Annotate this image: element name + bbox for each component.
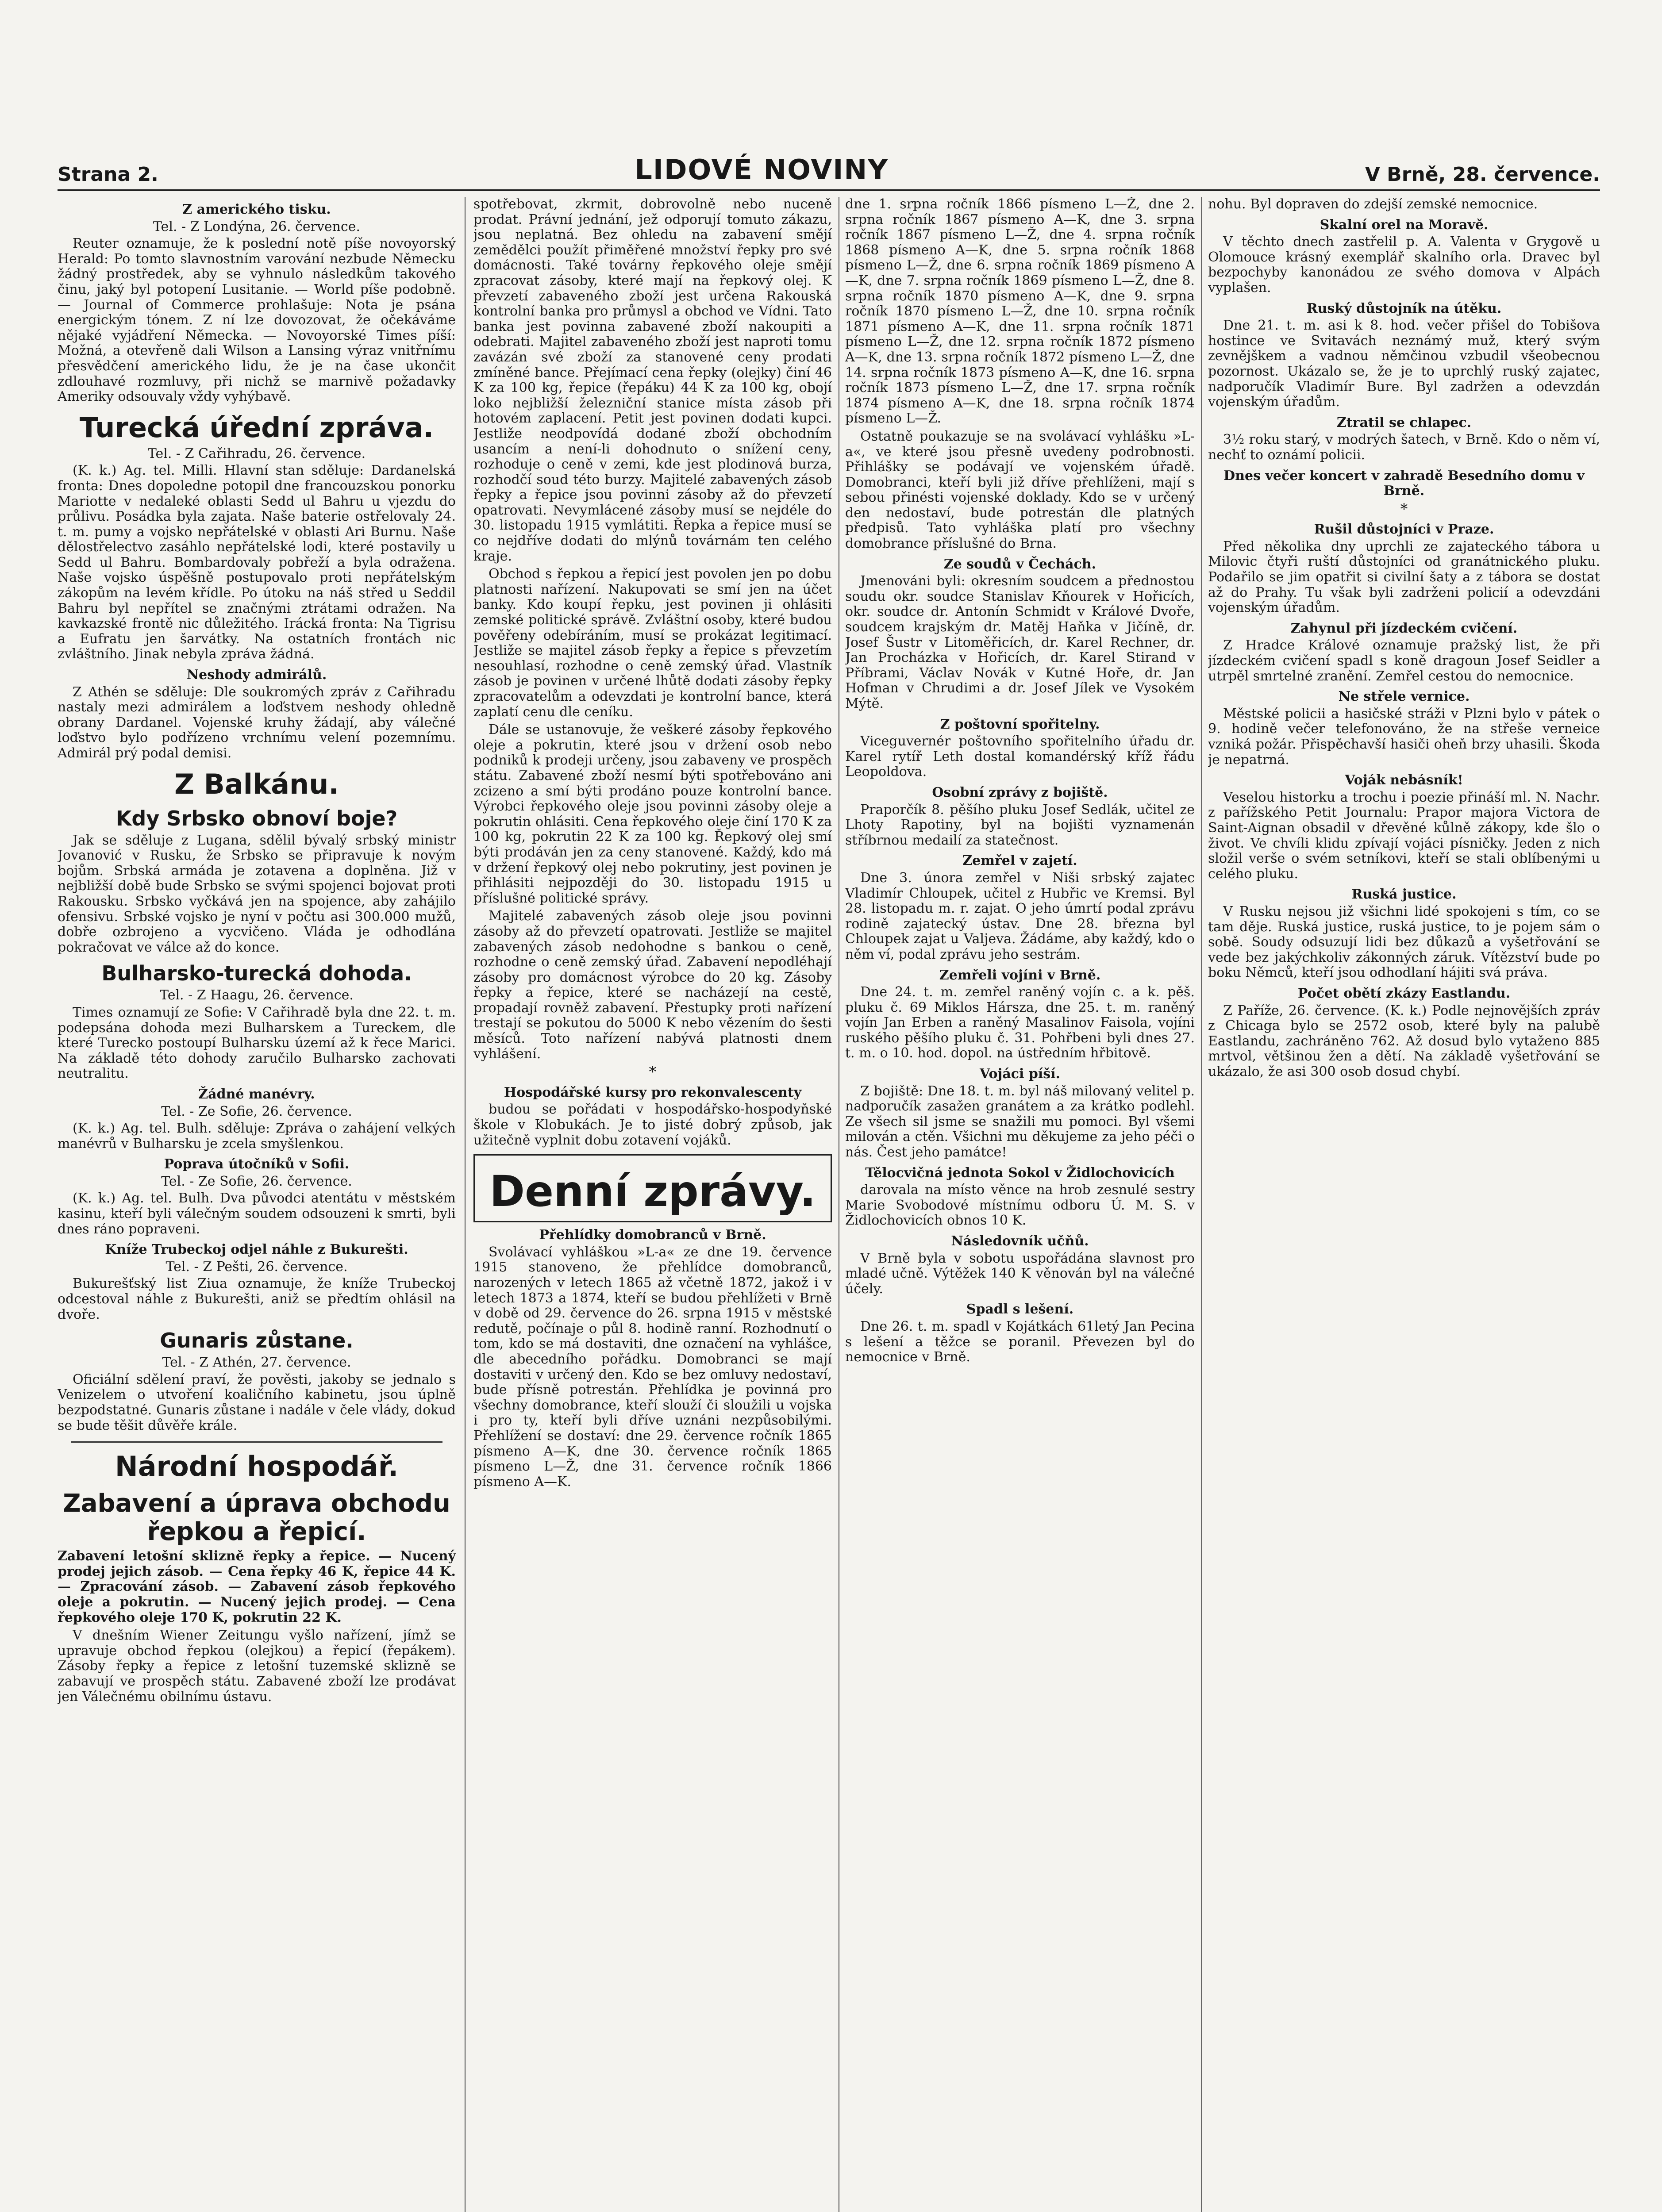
article-headline: Voják nebásník! [1345, 772, 1463, 788]
article-headline: Ztratil se chlapec. [1336, 415, 1472, 430]
article-text: nohu. Byl dopraven do zdejší zemské nemocnice. [1208, 197, 1538, 212]
article-headline: Kdy Srbsko obnoví boje? [115, 806, 398, 830]
article-text: spotřebovat, zkrmit, dobrovolně nebo nuceně prodat. Právní jednání, jež odporují tomuto zákazu, jsou neplatná. Bez ohledu na zabavení smějí zemědělci použít přiměřené množství řepky pro své domácnosti. Také továrny řepkového oleje smějí zpracovat zásoby, které mají na řepkový olej. K převzetí zabaveného zboží jest určena Rakouská kontrolní banka pro průmysl a obchod ve Vídni. Tato banka jest povinna zabavené zboží nakoupiti a odebrati. Majitel zabaveného zboží jest naproti tomu zavázán své zboží za stanovené ceny prodati zmíněné bance. Přejímací cena řepky (olejky) činí 46 K za 100 kg, řepice (řepáku) 44 K za 100 kg, obojí loko nejbližší železniční stanice místa zásob při hotovém zaplacení. Petit jest povinen dodati kupci. Jestliže neodpovídá dodané zboží obchodním usancím a není-li dohodnuto o snížení ceny, rozhoduje o ceně v zemi, kde jest plodinová burza, rozhodčí soud této burzy. Majitelé zabavených zásob řepky a řepice jsou povinni zásoby až do převzetí opatrovati. Nevymlácené zásoby musí se nejdéle do 30. listopadu 1915 vymlátiti. Řepka a řepice musí se co nejdříve dodati do mlýnů továrnám ten celého kraje. [473, 197, 832, 564]
article-text: Obchod s řepkou a řepicí jest povolen jen po dobu platnosti nařízení. Nakupovati se smí jen na účet banky. Kdo koupí řepku, jest povinen ji ohlásiti zemské politické správě. Zvláštní osoby, které budou pověřeny odebíráním, musí se prokázat legitimací. Jestliže se majitel zásob řepky a řepice s převzetím nesouhlasí, rozhodne o ceně zemský úřad. Vlastník zásob je povinen v určené lhůtě dodati zásoby řepky zpracovatelům a odevzdati je kontrolní bance, která zaplatí cenu dle ceníku. [473, 566, 832, 720]
column-4 [1208, 197, 1600, 2212]
article-headline: Osobní zprávy z bojiště. [932, 784, 1108, 800]
article-headline: Gunaris zůstane. [160, 1329, 354, 1353]
page-number: Strana 2. [58, 163, 158, 186]
article-headline: Z amerického tisku. [182, 202, 331, 217]
article-headline: Zemřeli vojíni v Brně. [939, 967, 1101, 983]
article-text: (K. k.) Ag. tel. Bulh. Dva původci atentátu v městském kasinu, kteří byli válečným soudem odsouzeni k smrti, byli dnes ráno popraveni. [58, 1190, 456, 1237]
article-text: Z Paříže, 26. července. (K. k.) Podle nejnovějších zpráv z Chicaga bylo se 2572 osob, které byly na palubě Eastlandu, zachráněno 762. Až dosud bylo vytaženo 885 mrtvol, většinou žen a dětí. Na základě vyšetřování se ukázalo, že asi 300 osob dosud chybí. [1208, 1002, 1600, 1079]
section-banner [473, 1154, 832, 1222]
article-dateline: Tel. - Z Cařihradu, 26. července. [147, 445, 366, 461]
article-headline: Zemřel v zajetí. [962, 853, 1077, 869]
section-headline: Z Balkánu. [174, 768, 339, 800]
article-text: (K. k.) Ag. tel. Bulh. sděluje: Zpráva o zahájení velkých manévrů v Bulharsku je zcela smyšlenkou. [58, 1121, 456, 1152]
article-text: V těchto dnech zastřelil p. A. Valenta v Grygově u Olomouce krásný exemplář skalního orla. Dravec byl bezpochyby kanonádou ze svého domova v Alpách vyplašen. [1208, 234, 1600, 296]
article-headline: Zabavení a úprava obchodu řepkou a řepicí. [63, 1489, 450, 1547]
article-headline: Vojáci píší. [979, 1066, 1061, 1082]
article-text: (K. k.) Ag. tel. Milli. Hlavní stan sděluje: Dardanelská fronta: Dnes dopoledne potopil dne francouzskou ponorku Mariotte v nedaleké oblasti Sedd ul Bahru u vjezdu do průlivu. Posádka byla zajata. Naše baterie ostřelovaly 24. t. m. pumy a vojsko nepřátelské v oblasti Ari Burnu. Naše dělostřelectvo zasáhlo nepřátelské lodi, které postavily u Sedd ul Bahru. Bombardovaly pobřeží a byla odražena. Naše vojsko úspěšně postupovalo proti nepřátelským zákopům na levém křídle. Po útoku na náš střed u Seddil Bahru byl nepřítel se značnými ztrátami odražen. Na kavkazské frontě nic důležitého. Irácká fronta: Na Tigrisu a Eufratu jen šarvátky. Na ostatních frontách nic zvláštního. Jinak nebyla zpráva žádná. [58, 463, 456, 662]
article-dateline: Tel. - Z Pešti, 26. července. [165, 1259, 348, 1275]
article-text: Times oznamují ze Sofie: V Cařihradě byla dne 22. t. m. podepsána dohoda mezi Bulharskem a Tureckem, dle které Turecko postoupí Bulharsku území až k řece Marici. Na základě této dohody zaručilo Bulharsko zachovati neutralitu. [58, 1004, 456, 1082]
article-text: Viceguvernér poštovního spořitelního úřadu dr. Karel rytíř Leth dostal komandérský kříž řádu Leopoldova. [845, 733, 1195, 780]
article-headline: Ze soudů v Čechách. [943, 556, 1096, 572]
column-1 [58, 197, 456, 2212]
article-text: V Brně byla v sobotu uspořádána slavnost pro mladé učně. Výtěžek 140 K věnován byl na válečné účely. [845, 1250, 1195, 1297]
article-text: Dne 26. t. m. spadl v Kojátkách 61letý Jan Pecina s lešení a těžce se poranil. Převezen byl do nemocnice v Brně. [845, 1318, 1195, 1365]
article-headline: Spadl s lešení. [966, 1302, 1074, 1317]
separator-star: * [1400, 500, 1408, 518]
section-headline: Národní hospodář. [115, 1450, 399, 1483]
article-text: Praporčík 8. pěšího pluku Josef Sedlák, učitel ze Lhoty Rapotiny, byl na bojišti vyznamenán stříbrnou medailí za statečnost. [845, 802, 1195, 848]
column-divider [465, 197, 466, 2212]
article-headline: Tělocvičná jednota Sokol v Židlochovicích [865, 1165, 1175, 1181]
article-text: darovala na místo věnce na hrob zesnulé sestry Marie Svobodové místnímu odboru Ú. M. S. v Židlochovicích obnos 10 K. [845, 1182, 1195, 1229]
section-headline: Turecká úřední zpráva. [79, 411, 434, 444]
article-headline: Ne střele vernice. [1338, 689, 1470, 705]
article-headline: Hospodářské kursy pro rekonvalescenty [504, 1084, 802, 1100]
article-headline: Kníže Trubeckoj odjel náhle z Bukurešti. [105, 1242, 408, 1258]
article-text: Ostatně poukazuje se na svolávací vyhlášku »L-a«, ve které jsou přesně uvedeny podrobnosti. Přihlášky se podávají ve vojenském úřadě. Domobranci, kteří byli již dříve přehlíženi, mají s sebou přinésti vojenské doklady. Kdo se v určený den nedostaví, bude potrestán dle platných předpisů. Tato vyhláška platí pro všechny domobrance příslušné do Brna. [845, 428, 1195, 552]
issue-date: V Brně, 28. července. [1365, 163, 1600, 186]
article-dateline: Tel. - Z Haagu, 26. července. [160, 987, 354, 1003]
article-headline: Poprava útočníků v Sofii. [164, 1156, 350, 1172]
article-text: Majitelé zabavených zásob oleje jsou povinni zásoby až do převzetí opatrovati. Jestliže se majitel zabavených zásob nedohodne s bankou o ceně, rozhodne o ceně zemský úřad. Zabavení nepodléhají zásoby pro domácnost výrobce do 20 kg. Zásoby řepky a řepice, které se nacházejí na cestě, propadají rovněž zabavení. Přestupky proti nařízení trestají se pokutou do 5000 K nebo vězením do šesti měsíců. Toto nařízení nabývá platnosti dnem vyhlášení. [473, 908, 832, 1062]
article-dateline: Tel. - Ze Sofie, 26. července. [161, 1173, 352, 1189]
column-3 [845, 197, 1195, 2212]
article-text: Z Athén se sděluje: Dle soukromých zpráv z Cařihradu nastaly mezi admirálem a loďstvem neshody ohledně obrany Dardanel. Vojenské kruhy žádají, aby válečné loďstvo bylo podřízeno vrchnímu velení pozemnímu. Admirál prý podal demisi. [58, 684, 456, 761]
article-headline: Neshody admirálů. [186, 667, 327, 683]
article-text: V dnešním Wiener Zeitungu vyšlo nařízení, jímž se upravuje obchod řepkou (olejkou) a řepicí (řepákem). Zásoby řepky a řepice z letošní tuzemské sklizně se zabavují ve prospěch státu. Zabavené zboží lze prodávat jen Válečnému obilnímu ústavu. [58, 1628, 456, 1705]
article-headline: Počet obětí zkázy Eastlandu. [1297, 985, 1511, 1001]
article-headline: Dnes večer koncert v zahradě Besedního domu v Brně. [1223, 468, 1585, 499]
article-text: Před několika dny uprchli ze zajateckého tábora u Milovic čtyři ruští důstojníci od granátnického pluku. Podařilo se jim opatřit si civilní šaty a z tábora se dostat až do Prahy. Tu však byli zadrženi policií a odevzdáni vojenským úřadům. [1208, 538, 1600, 616]
article-headline: Skalní orel na Moravě. [1320, 217, 1489, 233]
article-headline: Ruská justice. [1351, 887, 1457, 902]
page-header [58, 155, 1600, 186]
article-text: Z Hradce Králové oznamuje pražský list, že při jízdeckém cvičení spadl s koně dragoun Josef Seidler a utrpěl smrtelné zranění. Zemřel cestou do nemocnice. [1208, 637, 1600, 684]
article-dateline: Tel. - Ze Sofie, 26. července. [161, 1103, 352, 1119]
article-text: V Rusku nejsou již všichni lidé spokojeni s tím, co se tam děje. Ruská justice, ruská justice, to je pojem sám o sobě. Soudy odsuzují lidi bez důkazů a vyšetřování se vede bez jakýchkoliv zákonných záruk. Vítězství bude po boku Němců, kteří jsou odhodlaní hájiti svá práva. [1208, 903, 1600, 981]
article-headline: Následovník učňů. [951, 1233, 1089, 1249]
article-headline: Rušil důstojníci v Praze. [1314, 522, 1494, 538]
article-headline: Ruský důstojník na útěku. [1306, 300, 1502, 316]
article-text: 3½ roku starý, v modrých šatech, v Brně. Kdo o něm ví, nechť to oznámí policii. [1208, 432, 1600, 463]
article-headline: Zahynul při jízdeckém cvičení. [1290, 620, 1518, 636]
masthead-title: LIDOVÉ NOVINY [635, 154, 889, 186]
article-text: Dne 3. února zemřel v Niši srbský zajatec Vladimír Chloupek, učitel z Hubřic ve Kremsi. Byl 28. listopadu m. r. zajat. O jeho úmrtí podal zprávu rodině zajatecký ústav. Dne 28. března byl Chloupek zajat u Valjeva. Žádáme, aby každý, kdo o něm ví, podal zprávu jeho sestrám. [845, 870, 1195, 962]
article-text: Dne 24. t. m. zemřel raněný vojín c. a k. pěš. pluku č. 69 Miklos Hársza, dne 25. t. m. raněný vojín Jan Erben a raněný Masalinov Faisola, vojíni ruského pěšího pluku č. 31. Pohřbeni byli dnes 27. t. m. o 10. hod. dopol. na ústředním hřbitově. [845, 984, 1195, 1061]
header-rule [58, 189, 1600, 191]
separator-star: * [649, 1063, 657, 1081]
article-dateline: Tel. - Z Athén, 27. července. [162, 1355, 351, 1371]
article-headline: Přehlídky domobranců v Brně. [539, 1227, 766, 1243]
article-text: Dále se ustanovuje, že veškeré zásoby řepkového oleje a pokrutin, které jsou v držení osob nebo podniků k prodeji určeny, jsou zabaveny ve prospěch státu. Zabavené zboží nesmí býti spotřebováno ani zcizeno a smí býti prodáno pouze kontrolní bance. Výrobci řepkového oleje jsou povinni zásoby oleje a pokrutin ohlásiti. Cena řepkového oleje činí 170 K za 100 kg, pokrutin 22 K za 100 kg. Řepkový olej smí býti prodáván jen za ceny stanovené. Každý, kdo má v držení řepkový olej nebo pokrutiny, jest povinen je přihlásiti nejpozději do 30. listopadu 1915 u příslušné politické správy. [473, 722, 832, 906]
article-text: budou se pořádati v hospodářsko-hospodyňské škole v Klobukách. Je to jisté dobrý způsob, jak užitečně vyplnit dobu zotavení vojáků. [473, 1102, 832, 1148]
article-text: Svolávací vyhláškou »L-a« ze dne 19. července 1915 stanoveno, že přehlídce domobranců, narozených v letech 1865 až včetně 1872, jakož i v letech 1873 a 1874, kteří se budou přehlížeti v Brně v době od 29. července do 26. srpna 1915 v městské redutě, počínaje o půl 8. hodině ranní. Rozhodnutí o tom, kdo se má dostaviti, dne označení na vyhlášce, dle abecedního pořádku. Domobranci se mají dostaviti v určený den. Kdo se bez omluvy nedostaví, bude přísně potrestán. Přehlídka je povinná pro všechny domobrance, kteří slouží či sloužili u vojska i pro ty, kteří byli dříve uznáni nezpůsobilými. Přehlížení se dostaví: dne 29. července ročník 1865 písmeno A—K, dne 30. července ročník 1865 písmeno L—Ž, dne 31. července ročník 1866 písmeno A—K. [473, 1244, 832, 1490]
article-text: Dne 21. t. m. asi k 8. hod. večer přišel do Tobišova hostince ve Svitavách neznámý muž, který svým zevnějškem a vadnou němčinou vzbudil všeobecnou pozornost. Ukázalo se, že je to uprchlý ruský zajatec, nadporučík Vladimír Bure. Byl zadržen a odevzdán vojenským úřadům. [1208, 318, 1600, 410]
article-headline: Z poštovní spořitelny. [940, 716, 1100, 732]
section-rule [71, 1441, 442, 1443]
column-divider [1201, 197, 1202, 2212]
article-text: Jak se sděluje z Lugana, sdělil bývalý srbský ministr Jovanović v Rusku, že Srbsko se připravuje k novým bojům. Srbská armáda je zotavena a doplněna. Již v nejbližší době bude Srbsko se svými spojenci bojovat proti Rakousku. Srbsko vyčkává jen na spojence, aby zahájilo ofensivu. Srbské vojsko je nyní v počtu asi 300.000 mužů, dobře ozbrojeno a vycvičeno. Vláda je odhodlána pokračovat ve válce až do konce. [58, 832, 456, 955]
article-text: Bukurešťský list Ziua oznamuje, že kníže Trubeckoj odcestoval náhle z Bukurešti, aniž se předtím ohlásil na dvoře. [58, 1276, 456, 1322]
article-text: dne 1. srpna ročník 1866 písmeno L—Ž, dne 2. srpna ročník 1867 písmeno A—K, dne 3. srpna ročník 1867 písmeno L—Ž, dne 4. srpna ročník 1868 písmeno A—K, dne 5. srpna ročník 1868 písmeno L—Ž, dne 6. srpna ročník 1869 písmeno A—K, dne 7. srpna ročník 1869 písmeno L—Ž, dne 8. srpna ročník 1870 písmeno A—K, dne 9. srpna ročník 1870 písmeno L—Ž, dne 10. srpna ročník 1871 písmeno A—K, dne 11. srpna ročník 1871 písmeno L—Ž, dne 12. srpna ročník 1872 písmeno A—K, dne 13. srpna ročník 1872 písmeno L—Ž, dne 14. srpna ročník 1873 písmeno A—K, dne 16. srpna ročník 1873 písmeno L—Ž, dne 17. srpna ročník 1874 písmeno A—K, dne 18. srpna ročník 1874 písmeno L—Ž. [845, 197, 1195, 426]
section-headline: Denní zprávy. [489, 1167, 816, 1217]
article-headline: Žádné manévry. [198, 1086, 315, 1102]
article-text: Reuter oznamuje, že k poslední notě píše novoyorský Herald: Po tomto slavnostním varování nezbude Německu žádný prostředek, aby se vyhnulo následkům takového činu, jaký byl potopení Lusitanie. — World píše podobně. — Journal of Commerce prohlašuje: Nota je psána energickým tónem. Z ní lze dovozovat, že očekáváme nějaké vyjádření Německa. — Novoyorské Times píší: Možná, a otevřeně dali Wilson a Lansing výraz vnitřnímu přesvědčení amerického lidu, že je na čase ukončit zdlouhavé rozmluvy, při nichž se marnivě požadavky Ameriky odsouvaly vždy vyhýbavě. [58, 236, 456, 405]
column-2 [473, 197, 832, 2212]
article-text: Z bojiště: Dne 18. t. m. byl náš milovaný velitel p. nadporučík zasažen granátem a za krátko podlehl. Ze všech sil jsme se snažili mu pomoci. Byl všemi milován a ctěn. Všichni mu děkujeme za jeho péči o nás. Čest jeho památce! [845, 1083, 1195, 1160]
article-headline: Bulharsko-turecká dohoda. [101, 961, 412, 986]
article-summary: Zabavení letošní sklizně řepky a řepice. — Nucený prodej jejich zásob. — Cena řepky 46 K, řepice 44 K. — Zpracování zásob. — Zabavení zásob řepkového oleje a pokrutin. — Nucený jejich prodej. — Cena řepkového oleje 170 K, pokrutin 22 K. [58, 1548, 456, 1625]
article-text: Jmenováni byli: okresním soudcem a přednostou soudu okr. soudce Stanislav Kňourek v Hořicích, okr. soudce dr. Antonín Schmidt v Králové Dvoře, soudcem krajským dr. Matěj Haňka v Jičíně, dr. Josef Šustr v Litoměřicích, dr. Karel Rechner, dr. Jan Procházka v Hořicích, dr. Karel Stirand v Příbrami, Václav Novák v Kutné Hoře, dr. Jan Hofman v Chrudimi a dr. Josef Jílek ve Vysokém Mýtě. [845, 573, 1195, 711]
article-text: Veselou historku a trochu i poezie přináší ml. N. Nachr. z pařížského Petit Journalu: Prapor majora Victora de Saint-Aignan obsadil v dřevěné kůlně zákopy, kde šlo o život. Ve chvíli klidu zpívají vojáci písničky. Jeden z nich složil verše o svém setníkovi, kteří se stali oblíbenými u celého pluku. [1208, 789, 1600, 882]
article-text: Oficiální sdělení praví, že pověsti, jakoby se jednalo s Venizelem o utvoření koaličního kabinetu, jsou úplně bezpodstatné. Gunaris zůstane i nadále v čele vlády, dokud se bude těšit důvěře krále. [58, 1371, 456, 1433]
article-text: Městské policii a hasičské stráži v Plzni bylo v pátek o 9. hodině večer telefonováno, že na střeše verneice vzniká požár. Přispěchavší hasiči oheň brzy uhasili. Škoda je nepatrná. [1208, 706, 1600, 768]
article-dateline: Tel. - Z Londýna, 26. července. [153, 219, 361, 234]
